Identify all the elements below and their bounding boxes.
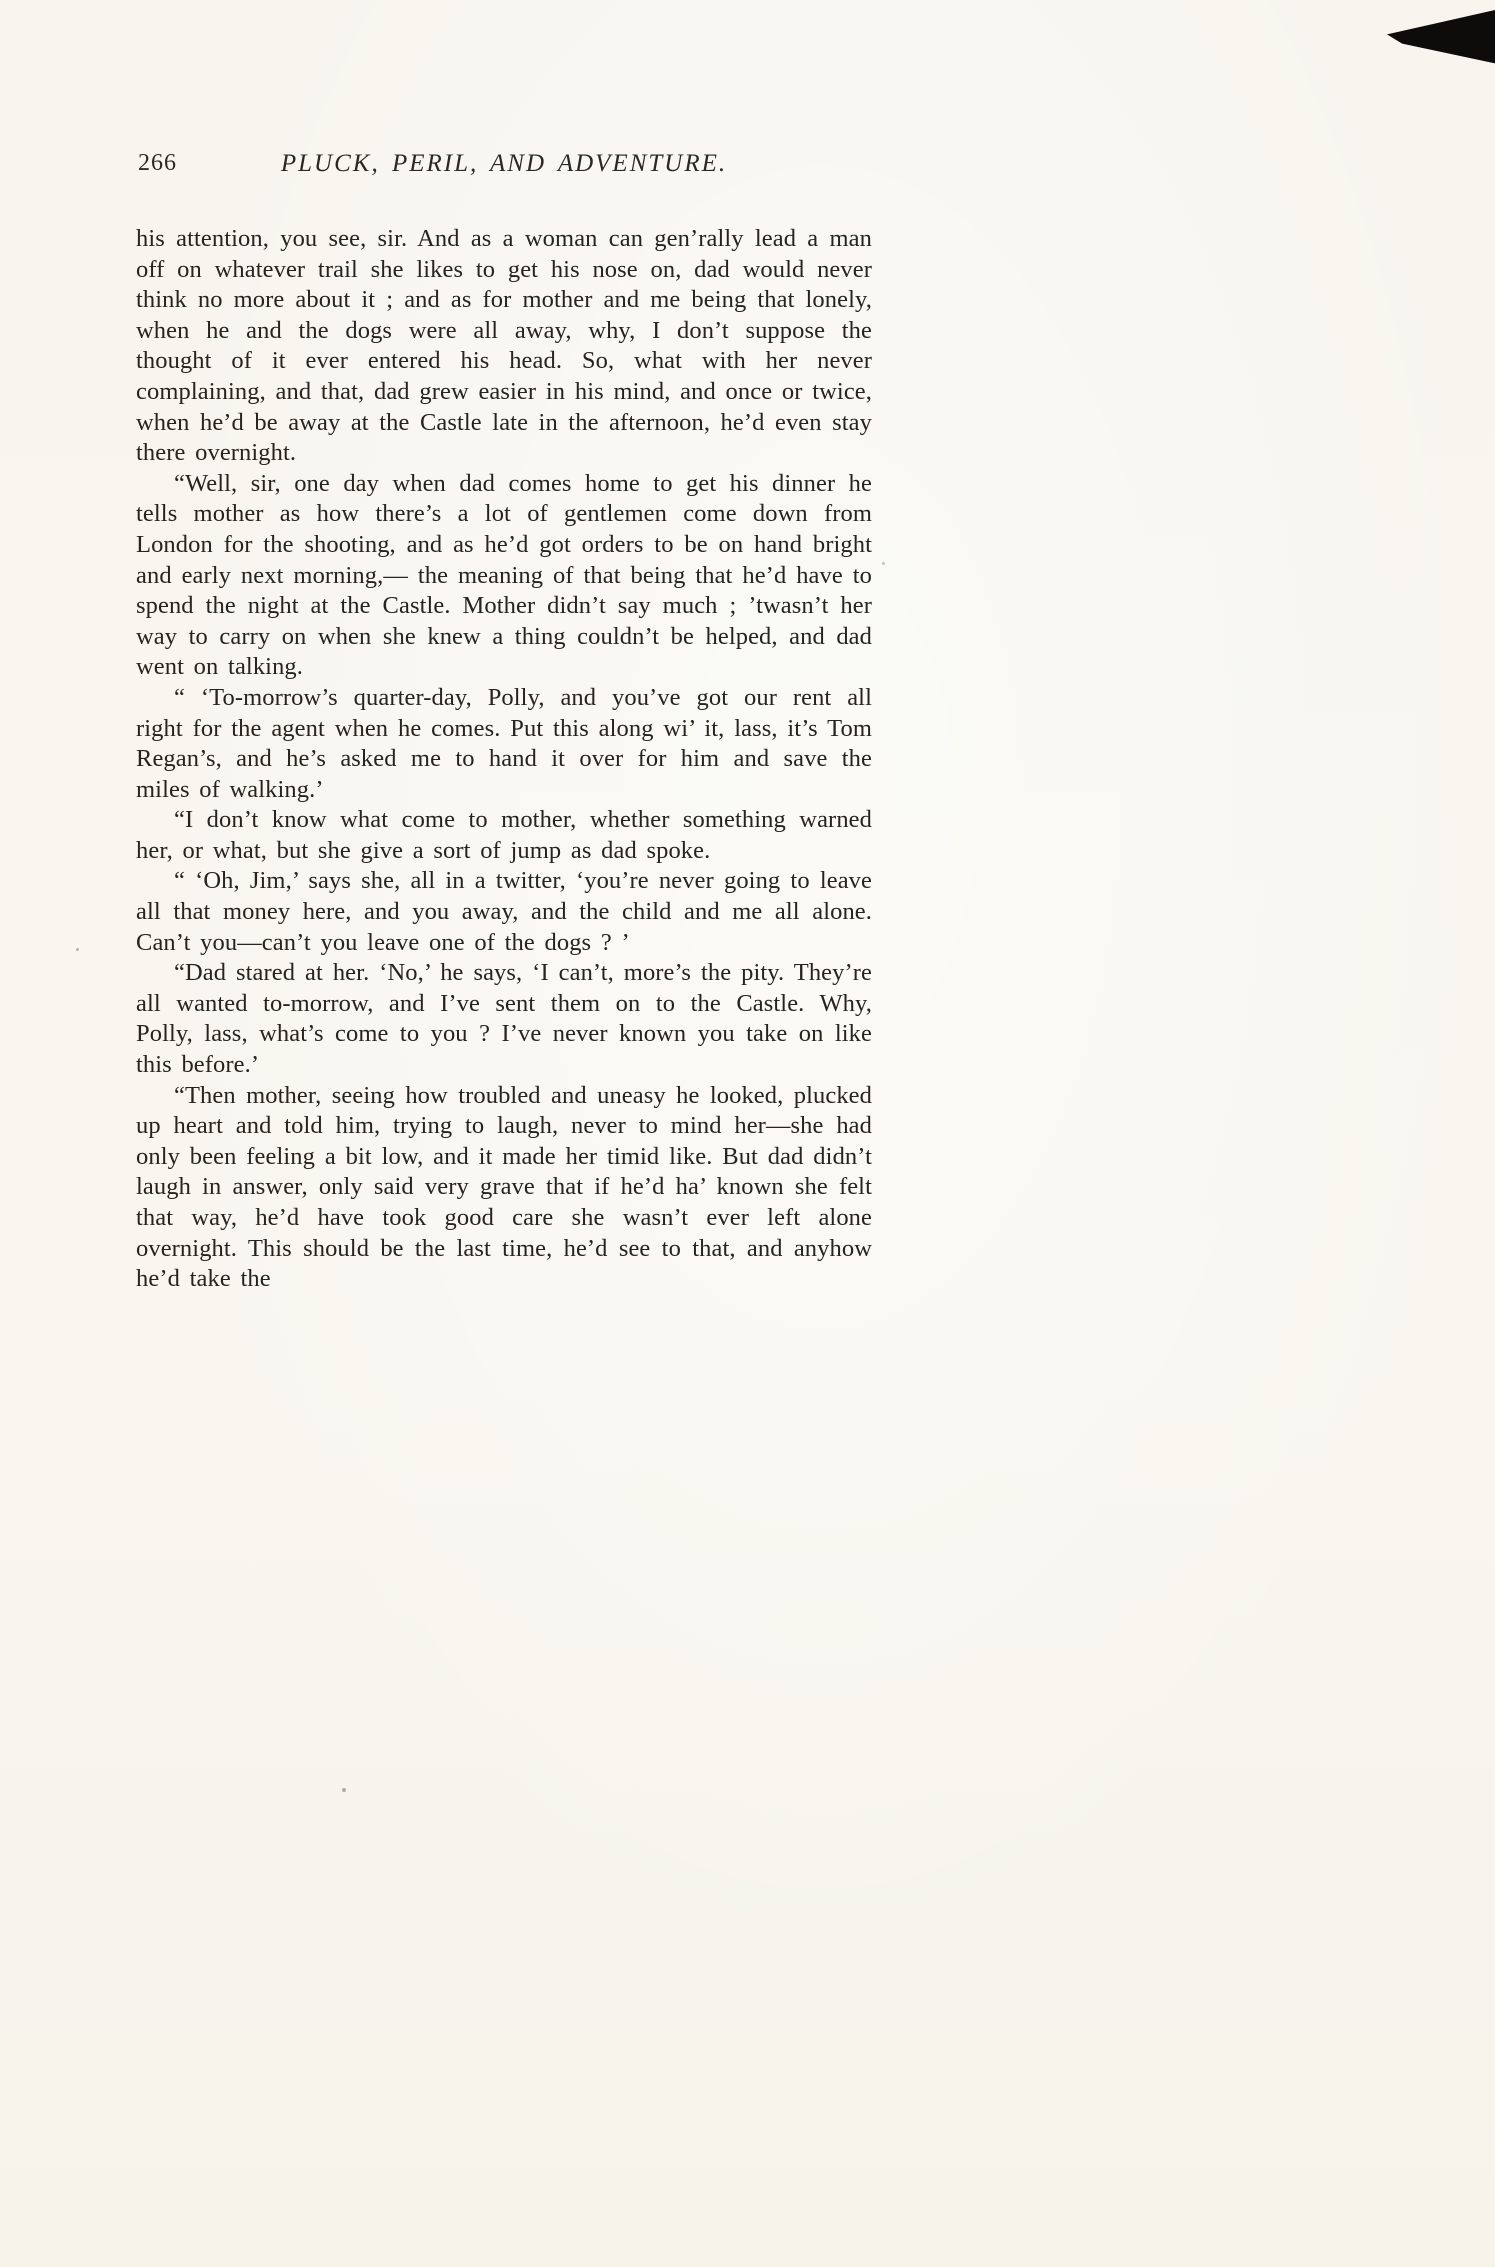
ink-speck: [342, 1788, 346, 1792]
running-title: PLUCK, PERIL, AND ADVENTURE.: [280, 150, 728, 177]
scan-corner-mark: [1387, 10, 1495, 68]
running-head: [136, 150, 872, 184]
paragraph: “ ‘Oh, Jim,’ says she, all in a twitter, ‘you’re never going to leave all that money here, and you away, and the child and me all alone. Can’t you—can’t you leave one of the dogs ? ’: [136, 867, 872, 956]
paragraph: “I don’t know what come to mother, whether something warned her, or what, but she give a sort of jump as dad spoke.: [136, 806, 872, 864]
ink-speck: [882, 562, 885, 565]
paragraph: “Well, sir, one day when dad comes home to get his dinner he tells mother as how there’s a lot of gentlemen come down from London for the shooting, and as he’d got orders to be on hand bright and early next morning,— the meaning of that being that he’d have to spend the night at the Castle. Mother didn’t say much ; ’twasn’t her way to carry on when she knew a thing couldn’t be helped, and dad went on talking.: [136, 469, 872, 681]
paragraph: “Then mother, seeing how troubled and uneasy he looked, plucked up heart and told him, trying to laugh, never to mind her—she had only been feeling a bit low, and it made her timid like. But dad didn’t laugh in answer, only said very grave that if he’d ha’ known she felt that way, he’d have took good care she wasn’t ever left alone overnight. This should be the last time, he’d see to that, and anyhow he’d take the: [136, 1081, 872, 1293]
paragraph: “Dad stared at her. ‘No,’ he says, ‘I can’t, more’s the pity. They’re all wanted to-morrow, and I’ve sent them on to the Castle. Why, Polly, lass, what’s come to you ? I’ve never known you take on like this before.’: [136, 959, 872, 1079]
paragraph: his attention, you see, sir. And as a woman can gen’rally lead a man off on whatever trail she likes to get his nose on, dad would never think no more about it ; and as for mother and me being that lonely, when he and the dogs were all away, why, I don’t suppose the thought of it ever entered his head. So, what with her never complaining, and that, dad grew easier in his mind, and once or twice, when he’d be away at the Castle late in the afternoon, he’d even stay there overnight.: [136, 225, 872, 467]
text-block: [136, 150, 872, 1295]
page-number: 266: [138, 150, 177, 176]
text-body: [136, 224, 872, 1295]
paragraph: “ ‘To-morrow’s quarter-day, Polly, and you’ve got our rent all right for the agent when he comes. Put this along wi’ it, lass, it’s Tom Regan’s, and he’s asked me to hand it over for him and save the miles of walking.’: [136, 683, 872, 803]
ink-speck: [76, 948, 79, 951]
